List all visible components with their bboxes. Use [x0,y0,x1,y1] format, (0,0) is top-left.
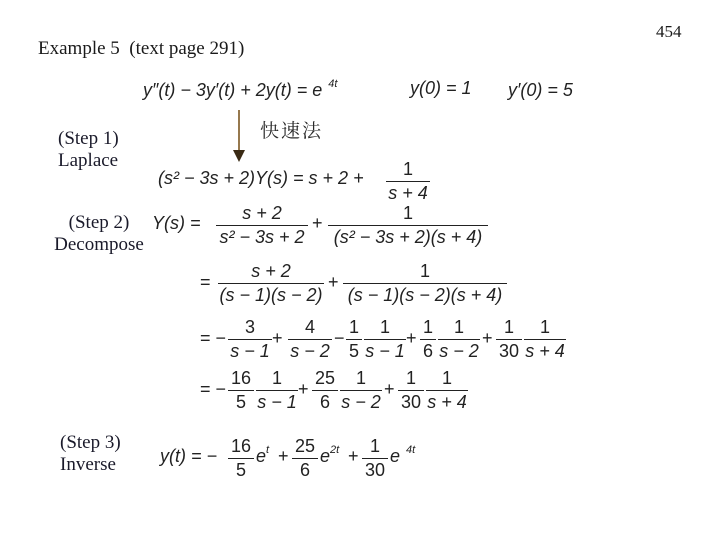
ode-equation: y″(t) − 3y′(t) + 2y(t) = e $^{4t}$ [143,78,338,100]
decomp-fraction-2: 1 (s² − 3s + 2)(s + 4) [328,203,488,248]
step1-label: (Step 1) Laplace [58,128,119,171]
line3-frac-2: 1 s − 1 [365,317,405,361]
inverse-exp-term-2: e $^{4t}$ [390,444,416,466]
line3-frac-4: 1 s + 4 [525,317,565,361]
inverse-coef-2: 1 30 [362,436,388,481]
inverse-lhs: y(t) = − [160,446,218,466]
plus-sign: + [328,272,339,292]
line4-sign-2: + [384,379,395,399]
line3-frac-1: 4 s − 2 [288,317,332,362]
plus-sign: + [348,446,359,466]
step3-label: (Step 3) Inverse [60,432,121,475]
initial-condition-yprime0: y′(0) = 5 [508,80,573,100]
line3-sign-2: − [334,328,345,348]
line3-frac-0: 3 s − 1 [228,317,272,362]
line4-sign-1: + [298,379,309,399]
line3-sign-4: + [482,328,493,348]
line4-frac-2: 1 s + 4 [427,368,467,412]
decomp-lhs: Y(s) = [152,213,201,233]
plus-sign: + [312,213,323,233]
line3-coef-2: 1 5 [346,317,362,362]
quick-method-annotation: 快速法 [260,120,324,142]
line3-sign-0: = − [200,328,227,348]
step2-label: (Step 2) Decompose [54,212,144,255]
slide-title: Example 5 (text page 291) [38,38,245,59]
slide-number: 454 [656,22,682,41]
inverse-exp-term-1: $e^{2t}$ [320,444,340,466]
line3-coef-4: 1 30 [496,317,522,362]
down-arrow-icon [232,108,246,164]
line3-sign-1: + [272,328,283,348]
line4-sign-0: = − [200,379,227,399]
plus-sign: + [278,446,289,466]
line3-frac-3: 1 s − 2 [439,317,479,361]
laplace-fraction: 1 s + 4 [386,159,430,204]
equals-sign: = [200,272,211,292]
decomp-fraction-4: 1 (s − 1)(s − 2)(s + 4) [343,261,507,306]
line4-coef-2: 1 30 [398,368,424,413]
line4-frac-0: 1 s − 1 [257,368,297,412]
inverse-coef-0: 16 5 [228,436,254,481]
line4-coef-1: 25 6 [312,368,338,413]
line4-frac-1: 1 s − 2 [341,368,381,412]
laplace-equation: (s² − 3s + 2)Y(s) = s + 2 + [158,168,364,188]
line4-coef-0: 16 5 [228,368,254,413]
line3-sign-3: + [406,328,417,348]
initial-condition-y0: y(0) = 1 [410,78,472,98]
decomp-fraction-1: s + 2 s² − 3s + 2 [216,203,308,248]
line3-coef-3: 1 6 [420,317,436,362]
inverse-exp-term-0: $e^t$ [256,444,270,466]
decomp-fraction-3: s + 2 (s − 1)(s − 2) [219,261,323,305]
inverse-coef-1: 25 6 [292,436,318,481]
